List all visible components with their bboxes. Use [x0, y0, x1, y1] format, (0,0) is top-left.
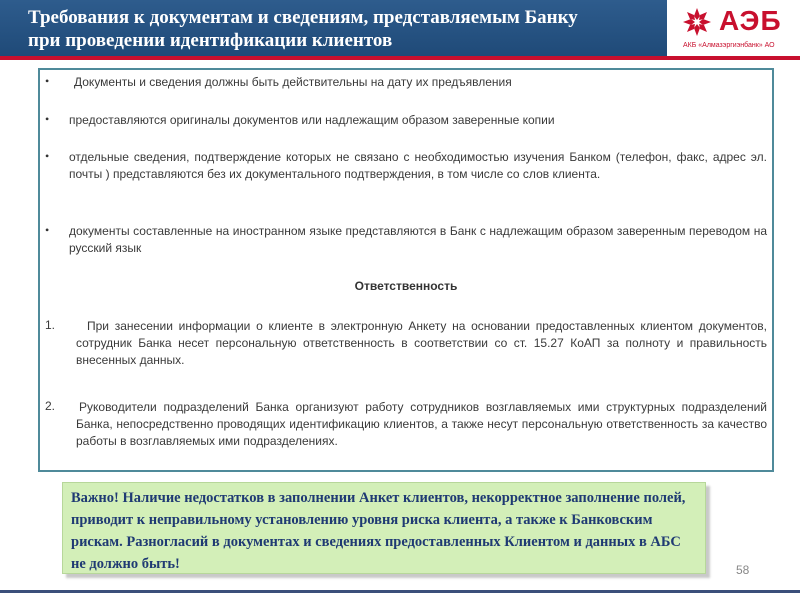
important-note-box	[62, 482, 706, 574]
bullet-icon: •	[45, 149, 50, 163]
numbered-item: Руководители подразделений Банка организуют работу сотрудников возглавляемых ими структурных подразделений Банка, непосредственно проводящих идентификацию клиентов, а также несут персональную ответственность за качество работы в возглавляемых ими подразделениях.	[76, 400, 767, 448]
important-note-text: Важно! Наличие недостатков в заполнении Анкет клиентов, некорректное заполнение полей, приводит к неправильному установлению уровня риска клиента, а также к Банковским рискам. Разногласий в документах и сведениях предоставленных Клиентом и данных в АБС не должно быть!	[71, 490, 686, 572]
logo-subtitle: АКБ «Алмазэргиэнбанк» АО	[683, 42, 775, 49]
bullet-icon: •	[45, 112, 50, 126]
logo-text: АЭБ	[719, 5, 782, 36]
slide-title-line1: Требования к документам и сведениям, представляемым Банку	[28, 7, 578, 28]
responsibility-heading: Ответственность	[354, 279, 458, 293]
numbered-item: При занесении информации о клиенте в электронную Анкету на основании предоставленных клиентом документов, сотрудник Банка несет персональную ответственность в соответствии со ст. 15.27 КоАП за полноту и правильность внесенных данных.	[76, 319, 767, 367]
header-accent-bar	[0, 56, 800, 60]
page-number: 58	[736, 563, 750, 577]
bank-logo	[667, 0, 800, 56]
slide-header	[0, 0, 800, 56]
bullet-icon: •	[45, 74, 50, 88]
bullet-icon: •	[45, 223, 50, 237]
bullet-item: документы составленные на иностранном языке представляются в Банк с надлежащим образом заверенным переводом на русский язык	[69, 224, 767, 255]
footer-line	[0, 590, 800, 593]
list-number: 1.	[45, 318, 56, 332]
slide-title	[28, 6, 648, 52]
list-number: 2.	[45, 399, 56, 413]
bullet-item: предоставляются оригиналы документов или надлежащим образом заверенные копии	[69, 113, 555, 127]
bullet-item: Документы и сведения должны быть действительны на дату их предъявления	[74, 75, 512, 89]
bank-emblem-icon	[681, 6, 713, 38]
bullet-item: отдельные сведения, подтверждение которых не связано с необходимостью изучения Банком (телефон, факс, адрес эл. почты ) представляются без их документального подтверждения, в том числе со слов клиента.	[69, 150, 767, 181]
slide-title-line2: при проведении идентификации клиентов	[28, 30, 393, 51]
